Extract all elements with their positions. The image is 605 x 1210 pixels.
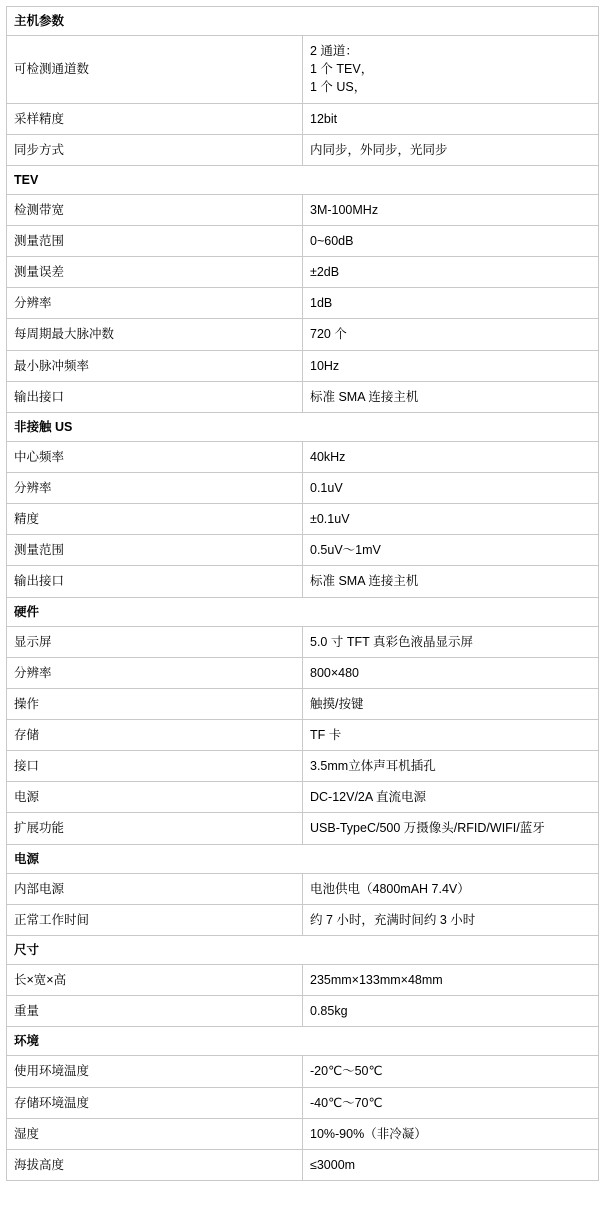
section-title: 主机参数 — [7, 7, 599, 36]
spec-label: 测量误差 — [7, 257, 303, 288]
spec-value: 10Hz — [303, 350, 599, 381]
section-title: 非接触 US — [7, 412, 599, 441]
table-row — [7, 535, 599, 566]
spec-value: ±2dB — [303, 257, 599, 288]
table-section-row — [7, 935, 599, 964]
spec-label: 采样精度 — [7, 103, 303, 134]
spec-value: 内同步，外同步，光同步 — [303, 134, 599, 165]
table-row — [7, 873, 599, 904]
section-title: 环境 — [7, 1027, 599, 1056]
table-row — [7, 504, 599, 535]
spec-label: 同步方式 — [7, 134, 303, 165]
table-row — [7, 103, 599, 134]
spec-value: 电池供电（4800mAH 7.4V） — [303, 873, 599, 904]
spec-value: ±0.1uV — [303, 504, 599, 535]
table-row — [7, 1118, 599, 1149]
table-section-row — [7, 412, 599, 441]
spec-label: 正常工作时间 — [7, 904, 303, 935]
spec-value: TF 卡 — [303, 720, 599, 751]
section-title: 电源 — [7, 844, 599, 873]
table-row — [7, 36, 599, 103]
specification-table-body — [7, 7, 599, 1181]
table-row — [7, 381, 599, 412]
spec-value: 触摸/按键 — [303, 688, 599, 719]
table-row — [7, 904, 599, 935]
spec-label: 湿度 — [7, 1118, 303, 1149]
table-section-row — [7, 597, 599, 626]
spec-value: 0.1uV — [303, 473, 599, 504]
section-title: TEV — [7, 165, 599, 194]
spec-label: 精度 — [7, 504, 303, 535]
table-row — [7, 1149, 599, 1180]
spec-value: 1dB — [303, 288, 599, 319]
spec-label: 长×宽×高 — [7, 965, 303, 996]
table-row — [7, 1087, 599, 1118]
spec-label: 显示屏 — [7, 626, 303, 657]
spec-label: 输出接口 — [7, 566, 303, 597]
spec-value: 0.5uV～1mV — [303, 535, 599, 566]
spec-value: 标准 SMA 连接主机 — [303, 381, 599, 412]
spec-value: 800×480 — [303, 657, 599, 688]
spec-label: 检测带宽 — [7, 194, 303, 225]
spec-label: 分辨率 — [7, 288, 303, 319]
spec-label: 扩展功能 — [7, 813, 303, 844]
spec-label: 重量 — [7, 996, 303, 1027]
spec-label: 测量范围 — [7, 226, 303, 257]
spec-label: 接口 — [7, 751, 303, 782]
spec-label: 内部电源 — [7, 873, 303, 904]
specification-table — [6, 6, 599, 1181]
table-row — [7, 626, 599, 657]
spec-value: 3M-100MHz — [303, 194, 599, 225]
spec-value: 720 个 — [303, 319, 599, 350]
table-row — [7, 441, 599, 472]
table-row — [7, 566, 599, 597]
table-row — [7, 782, 599, 813]
spec-label: 可检测通道数 — [7, 36, 303, 103]
spec-label: 存储环境温度 — [7, 1087, 303, 1118]
spec-value: 0~60dB — [303, 226, 599, 257]
table-section-row — [7, 844, 599, 873]
table-row — [7, 751, 599, 782]
spec-value: DC-12V/2A 直流电源 — [303, 782, 599, 813]
spec-label: 操作 — [7, 688, 303, 719]
spec-value: -40℃～70℃ — [303, 1087, 599, 1118]
spec-label: 测量范围 — [7, 535, 303, 566]
table-row — [7, 1056, 599, 1087]
section-title: 尺寸 — [7, 935, 599, 964]
table-row — [7, 319, 599, 350]
table-row — [7, 965, 599, 996]
spec-value: 12bit — [303, 103, 599, 134]
spec-label: 输出接口 — [7, 381, 303, 412]
spec-value: 标准 SMA 连接主机 — [303, 566, 599, 597]
spec-label: 存储 — [7, 720, 303, 751]
spec-label: 每周期最大脉冲数 — [7, 319, 303, 350]
table-row — [7, 688, 599, 719]
table-section-row — [7, 1027, 599, 1056]
table-row — [7, 350, 599, 381]
table-row — [7, 194, 599, 225]
spec-value: 40kHz — [303, 441, 599, 472]
table-section-row — [7, 165, 599, 194]
spec-value: 2 通道： 1 个 TEV， 1 个 US， — [303, 36, 599, 103]
table-row — [7, 473, 599, 504]
table-row — [7, 226, 599, 257]
spec-value: 0.85kg — [303, 996, 599, 1027]
spec-value: 10%-90%（非冷凝） — [303, 1118, 599, 1149]
spec-value: 约 7 小时，充满时间约 3 小时 — [303, 904, 599, 935]
table-row — [7, 134, 599, 165]
spec-label: 电源 — [7, 782, 303, 813]
spec-value: 3.5mm立体声耳机插孔 — [303, 751, 599, 782]
spec-label: 中心频率 — [7, 441, 303, 472]
spec-label: 分辨率 — [7, 657, 303, 688]
spec-value: 5.0 寸 TFT 真彩色液晶显示屏 — [303, 626, 599, 657]
spec-value: ≤3000m — [303, 1149, 599, 1180]
section-title: 硬件 — [7, 597, 599, 626]
spec-value: 235mm×133mm×48mm — [303, 965, 599, 996]
spec-label: 最小脉冲频率 — [7, 350, 303, 381]
spec-value: -20℃～50℃ — [303, 1056, 599, 1087]
table-row — [7, 720, 599, 751]
spec-label: 海拔高度 — [7, 1149, 303, 1180]
spec-label: 使用环境温度 — [7, 1056, 303, 1087]
table-row — [7, 657, 599, 688]
spec-label: 分辨率 — [7, 473, 303, 504]
spec-value: USB-TypeC/500 万摄像头/RFID/WIFI/蓝牙 — [303, 813, 599, 844]
table-row — [7, 288, 599, 319]
table-row — [7, 813, 599, 844]
table-section-row — [7, 7, 599, 36]
table-row — [7, 257, 599, 288]
table-row — [7, 996, 599, 1027]
